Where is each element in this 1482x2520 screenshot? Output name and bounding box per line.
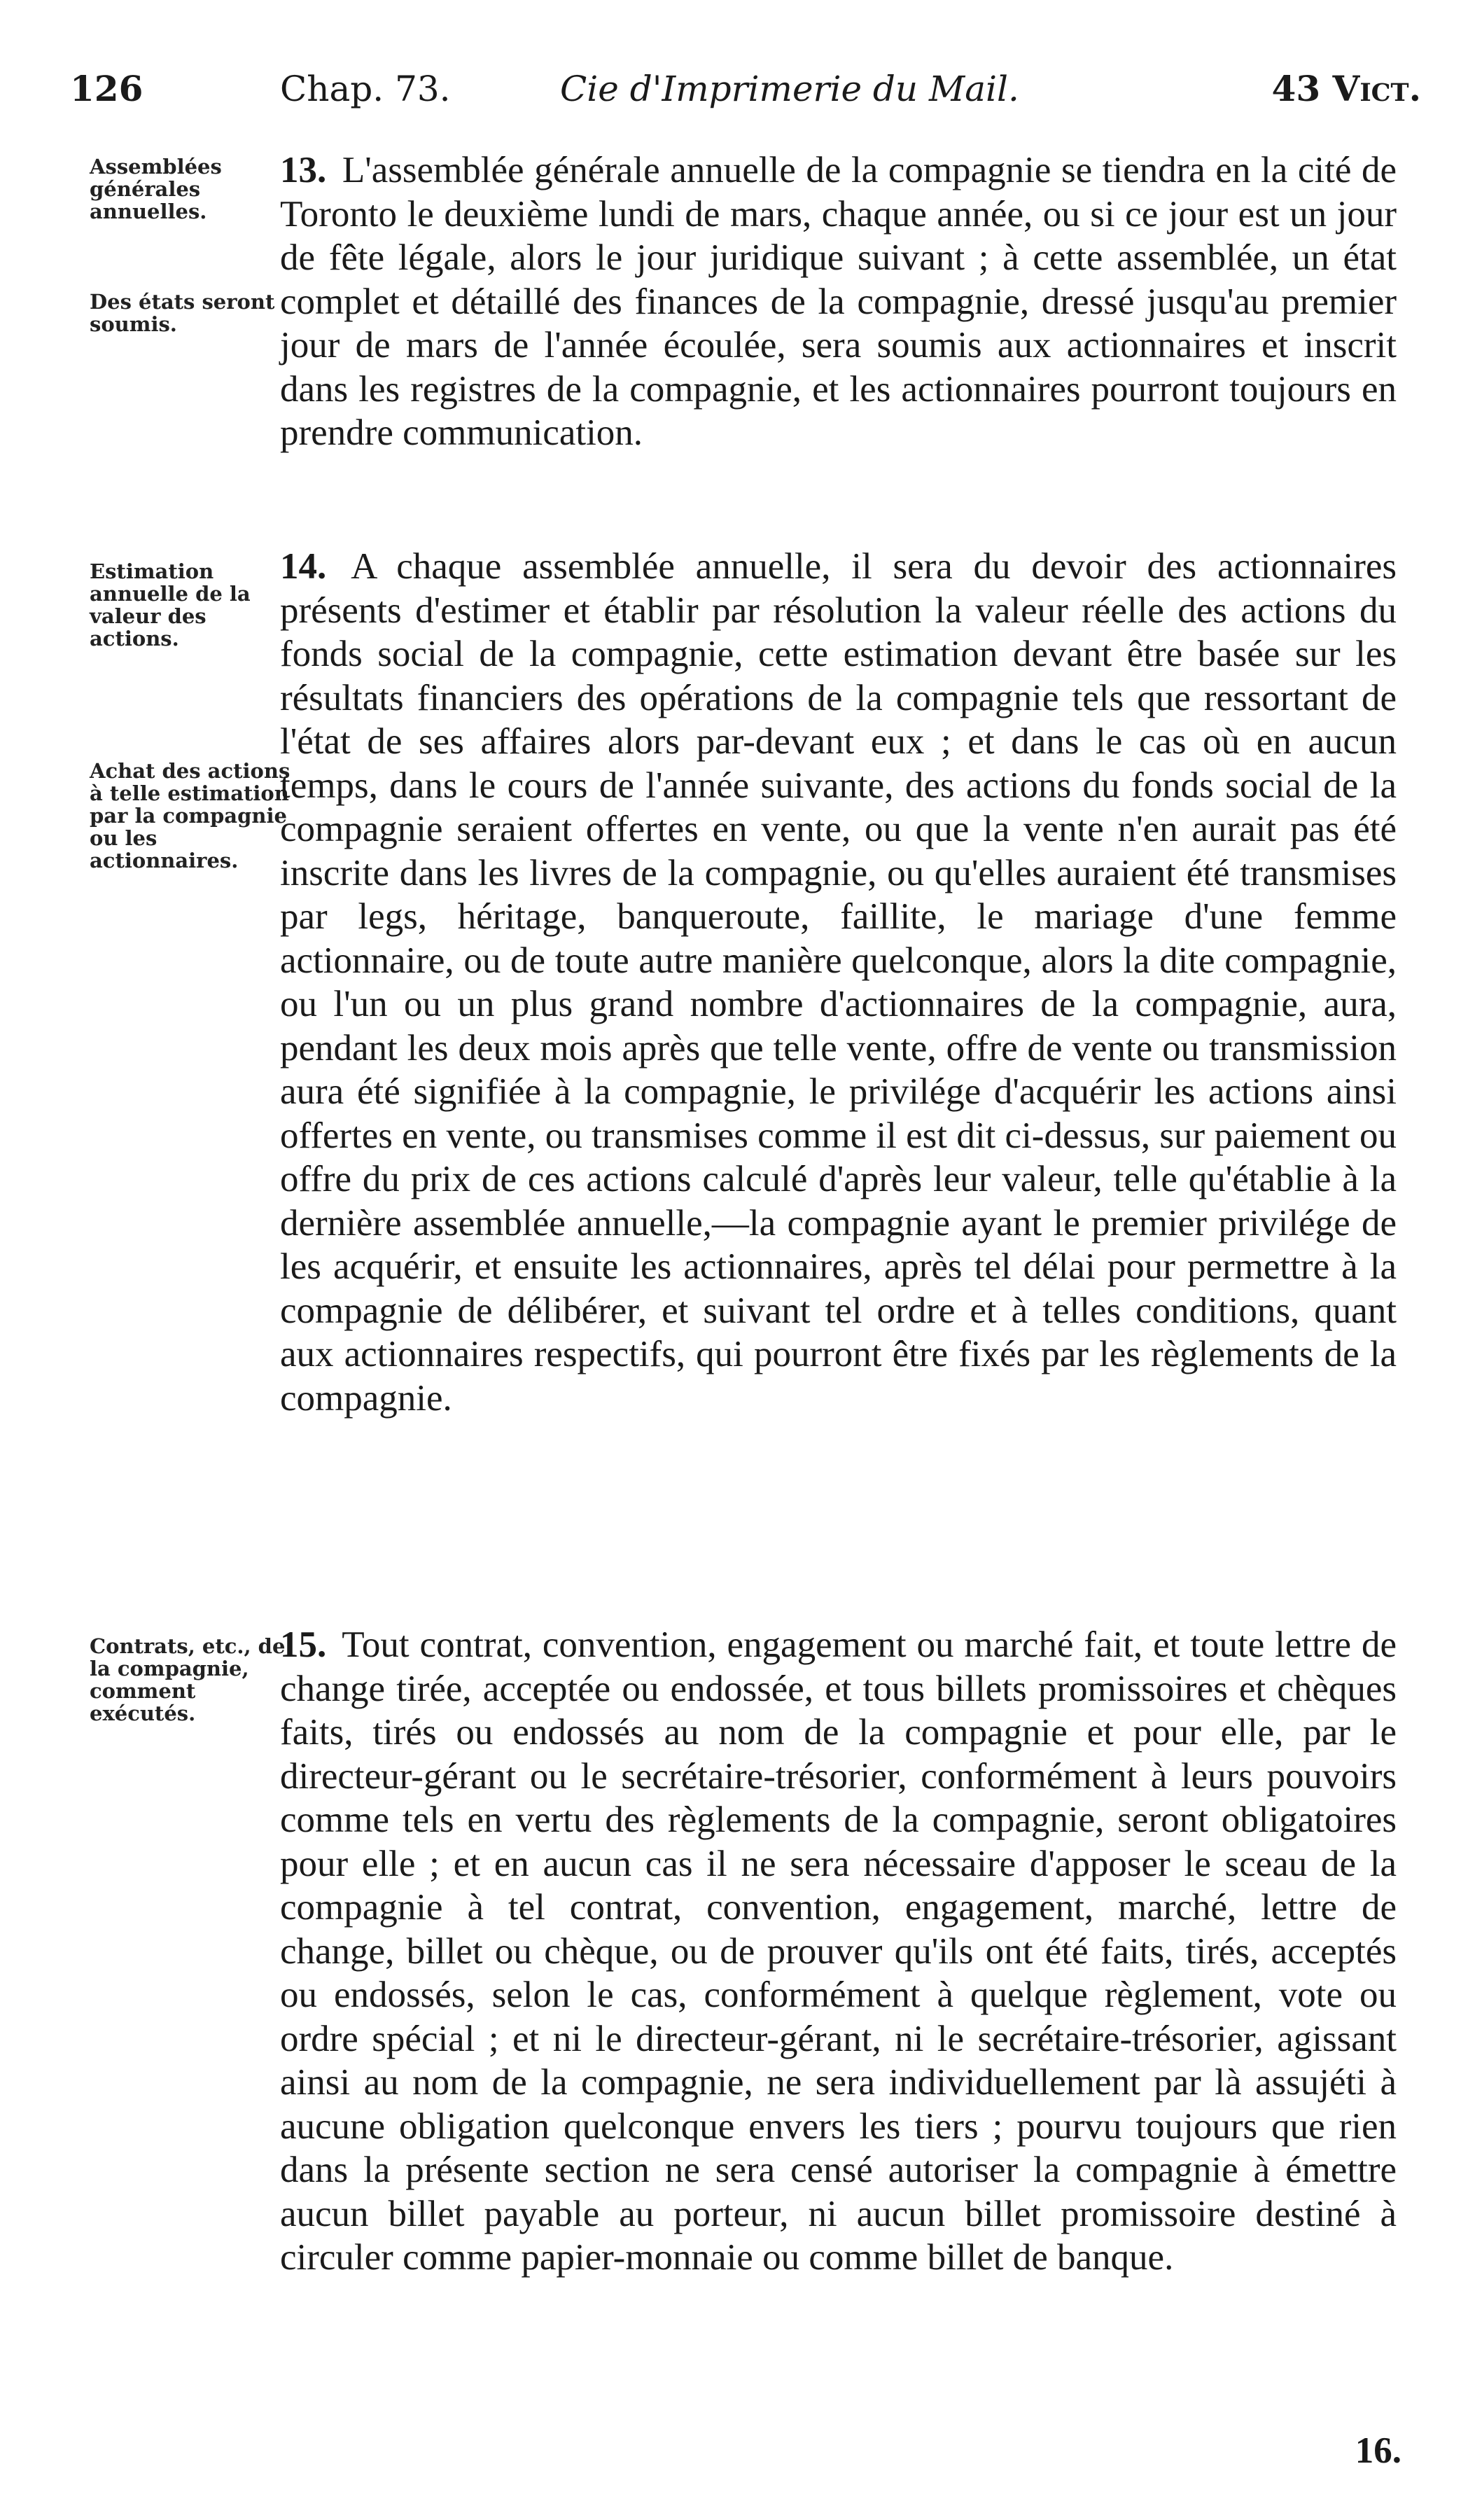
section-14 xyxy=(280,545,1397,1420)
section-number: 14. xyxy=(280,546,327,587)
section-text: Tout contrat, convention, engagement ou marché fait, et toute lettre de change tirée, acceptée ou endossée, et tous billets promissoires et chèques faits, tirés ou endossés au nom de la compagnie et pour elle, par le directeur-gérant ou le secrétaire-trésorier, conformément à leurs pouvoirs comme tels en vertu des règlements de la compagnie, seront obligatoires pour elle ; et en aucun cas il ne sera nécessaire d'apposer le sceau de la compagnie à tel contrat, convention, engagement, marché, lettre de change, billet ou chèque, ou de prouver qu'ils ont été faits, tirés, acceptés ou endossés, selon le cas, conformément à quelque règlement, vote ou ordre spécial ; et ni le directeur-gérant, ni le secrétaire-trésorier, agissant ainsi au nom de la compagnie, ne sera individuellement par là assujéti à aucune obligation quelconque envers les tiers ; pourvu toujours que rien dans la présente section ne sera censé autoriser la compagnie à émettre aucun billet payable au porteur, ni aucun billet promissoire destiné à circuler comme papier-monnaie ou comme billet de banque. xyxy=(280,1624,1397,2278)
section-number: 13. xyxy=(280,150,327,190)
page-number: 126 xyxy=(70,68,144,109)
running-header xyxy=(70,64,1421,113)
section-text: L'assemblée générale annuelle de la compagnie se tiendra en la cité de Toronto le deuxième lundi de mars, chaque année, ou si ce jour est un jour de fête légale, alors le jour juridique suivant ; à cette assemblée, un état complet et détaillé des finances de la compagnie, dressé jusqu'au premier jour de mars de l'année écoulée, sera soumis aux actionnaires et inscrit dans les registres de la compagnie, et les actionnaires pourront toujours en prendre communication. xyxy=(280,150,1397,453)
act-title: Cie d'Imprimerie du Mail. xyxy=(560,69,1019,109)
catchword: 16. xyxy=(1355,2430,1401,2471)
margin-note-statements: Des états seront soumis. xyxy=(90,290,275,336)
margin-note-share-valuation: Estimation annuelle de la valeur des actions. xyxy=(90,559,251,650)
margin-note-contracts: Contrats, etc., de la compagnie, comment exécutés. xyxy=(90,1634,286,1725)
section-15 xyxy=(280,1623,1397,2280)
chapter-label: Chap. 73. xyxy=(280,69,451,109)
margin-note-share-purchase: Achat des actions à telle estimation par la compagnie ou les actionnaires. xyxy=(90,759,291,872)
regnal-year: 43 Vict. xyxy=(1271,68,1421,109)
margin-note-annual-meetings: Assemblées générales annuelles. xyxy=(90,155,222,223)
section-text: A chaque assemblée annuelle, il sera du devoir des actionnaires présents d'estimer et établir par résolution la valeur réelle des actions du fonds social de la compagnie, cette estimation devant être basée sur les résultats financiers des opérations de la compagnie tels que ressortant de l'état de ses affaires alors par-devant eux ; et dans le cas où en aucun temps, dans le cours de l'année suivante, des actions du fonds social de la compagnie seraient offertes en vente, ou que la vente n'en aurait pas été inscrite dans les livres de la compagnie, ou qu'elles auraient été transmises par legs, héritage, banqueroute, faillite, le mariage d'une femme actionnaire, ou de toute autre manière quelconque, alors la dite compagnie, ou l'un ou un plus grand nombre d'actionnaires de la compagnie, aura, pendant les deux mois après que telle vente, offre de vente ou transmission aura été signifiée à la compagnie, le privilége d'acquérir les actions ainsi offertes en vente, ou transmises comme il est dit ci-dessus, sur paiement ou offre du prix de ces actions calculé d'après leur valeur, telle qu'établie à la dernière assemblée annuelle,—la compagnie ayant le premier privilége de les acquérir, et ensuite les actionnaires, après tel délai pour permettre à la compagnie de délibérer, et suivant tel ordre et à telles conditions, quant aux actionnaires respectifs, qui pourront être fixés par les règlements de la compagnie. xyxy=(280,546,1397,1419)
section-number: 15. xyxy=(280,1624,327,1665)
section-13 xyxy=(280,148,1397,455)
